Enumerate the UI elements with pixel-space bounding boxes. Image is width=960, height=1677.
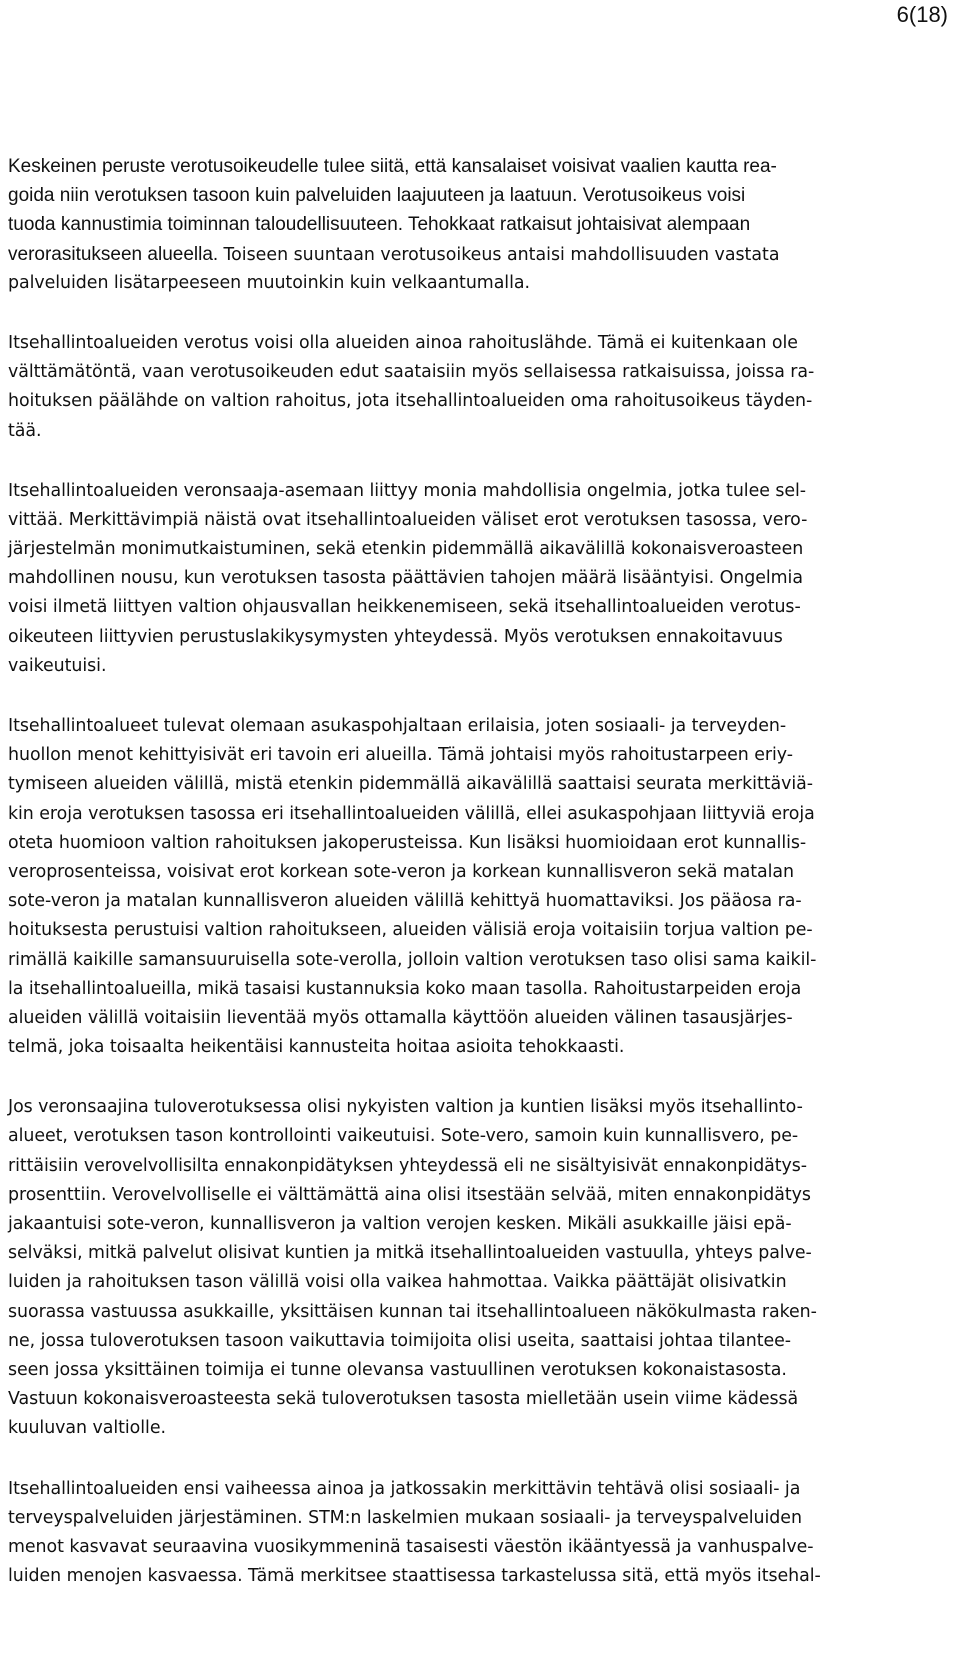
text-line: sote-veron ja matalan kunnallisveron alueiden välillä kehittyä huomattaviksi. Jos pääosa ra-: [8, 891, 802, 912]
text-line: jakaantuisi sote-veron, kunnallisveron ja valtion verojen kesken. Mikäli asukkaille jäisi epä-: [8, 1214, 792, 1234]
text-line: menot kasvavat seuraavina vuosikymmeninä tasaisesti väestön ikääntyessä ja vanhuspalve-: [8, 1536, 814, 1557]
paragraph: [8, 152, 938, 298]
text-line: huollon menot kehittyisivät eri tavoin eri alueilla. Tämä johtaisi myös rahoitustarpeen eriy-: [8, 745, 793, 766]
text-line: rittäisiin verovelvollisilta ennakonpidätyksen yhteydessä eli ne sisältyisivät ennakonpidätys-: [8, 1155, 808, 1176]
text-line: palveluiden lisätarpeeseen muutoinkin kuin velkaantumalla.: [8, 272, 530, 293]
text-line: veroprosenteissa, voisivat erot korkean sote-veron ja korkean kunnallisveron sekä matalan: [8, 861, 795, 882]
text-line: kuuluvan valtiolle.: [8, 1418, 166, 1439]
text-line: Itsehallintoalueet tulevat olemaan asukaspohjaltaan erilaisia, joten sosiaali- ja terveyden-: [8, 716, 787, 736]
paragraph: [8, 477, 938, 681]
text-line: hoituksesta perustuisi valtion rahoitukseen, alueiden välisiä eroja voitaisiin torjua valtion pe-: [8, 920, 813, 941]
text-line: seen jossa yksittäinen toimija ei tunne olevansa vastuullinen verotuksen kokonaistasosta.: [8, 1359, 787, 1380]
page-number: 6(18): [896, 2, 948, 27]
text-line: oteta huomioon valtion rahoituksen jakoperusteissa. Kun lisäksi huomioidaan erot kunnallis-: [8, 832, 807, 853]
paragraph: [8, 1093, 938, 1443]
text-line: välttämätöntä, vaan verotusoikeuden edut saataisiin myös sellaisessa ratkaisuissa, joissa ra-: [8, 362, 815, 383]
text-line: järjestelmän monimutkaistuminen, sekä etenkin pidemmällä aikavälillä kokonaisveroasteen: [8, 539, 804, 560]
text-line: goida niin verotuksen tasoon kuin palveluiden laajuuteen ja laatuun. Verotusoikeus voisi: [8, 185, 746, 207]
text-line: Keskeinen peruste verotusoikeudelle tulee siitä, että kansalaiset voisivat vaalien kautta rea-: [8, 156, 777, 177]
document-body: [8, 152, 938, 1622]
text-line: alueiden välillä voitaisiin lieventää myös ottamalla käyttöön alueiden välinen tasausjärjes-: [8, 1007, 793, 1028]
text-line: Vastuun kokonaisveroasteesta sekä tuloverotuksen tasosta mielletään usein viime kädessä: [8, 1389, 799, 1410]
text-line: telmä, joka toisaalta heikentäisi kannusteita hoitaa asioita tehokkaasti.: [8, 1037, 625, 1058]
text-line-lead: verorasitukseen alueella.: [8, 243, 224, 265]
text-line: rimällä kaikille samansuuruisella sote-verolla, jolloin valtion verotuksen taso olisi sama kaikil-: [8, 949, 817, 970]
text-line: voisi ilmetä liittyen valtion ohjausvallan heikkenemiseen, sekä itsehallintoalueiden verotus-: [8, 597, 801, 618]
text-line: mahdollinen nousu, kun verotuksen tasosta päättävien tahojen määrä lisääntyisi. Ongelmia: [8, 568, 803, 589]
text-line: tää.: [8, 420, 42, 441]
text-line: ne, jossa tuloverotuksen tasoon vaikuttavia toimijoita olisi useita, saattaisi johtaa tilantee-: [8, 1330, 792, 1351]
text-line: la itsehallintoalueilla, mikä tasaisi kustannuksia koko maan tasolla. Rahoitustarpeiden eroja: [8, 978, 802, 999]
text-line: Jos veronsaajina tuloverotuksessa olisi nykyisten valtion ja kuntien lisäksi myös itsehallinto-: [8, 1097, 803, 1118]
text-line: prosenttiin. Verovelvolliselle ei välttämättä aina olisi itsestään selvää, miten ennakonpidätys: [8, 1184, 811, 1205]
text-line: suorassa vastuussa asukkaille, yksittäisen kunnan tai itsehallintoalueen näkökulmasta raken-: [8, 1301, 817, 1322]
paragraph: [8, 329, 938, 446]
text-line: Itsehallintoalueiden verotus voisi olla alueiden ainoa rahoituslähde. Tämä ei kuitenkaan ole: [8, 332, 798, 353]
paragraph: [8, 712, 938, 1062]
text-line: terveyspalveluiden järjestäminen. STM:n laskelmien mukaan sosiaali- ja terveyspalveluiden: [8, 1507, 802, 1528]
text-line: vittää. Merkittävimpiä näistä ovat itsehallintoalueiden väliset erot verotuksen tasossa, vero-: [8, 509, 808, 530]
text-line: kin eroja verotuksen tasossa eri itsehallintoalueiden välillä, ellei asukaspohjaan liittyviä eroja: [8, 803, 815, 824]
text-line: tuoda kannustimia toiminnan taloudellisuuteen. Tehokkaat ratkaisut johtaisivat alempaan: [8, 214, 751, 236]
text-line: hoituksen päälähde on valtion rahoitus, jota itsehallintoalueiden oma rahoitusoikeus täyden-: [8, 391, 813, 412]
paragraph: [8, 1475, 938, 1592]
text-line: [8, 240, 938, 269]
text-line: tymiseen alueiden välillä, mistä etenkin pidemmällä aikavälillä saattaisi seurata merkittäviä-: [8, 774, 813, 795]
text-line: Itsehallintoalueiden ensi vaiheessa ainoa ja jatkossakin merkittävin tehtävä olisi sosiaali- ja: [8, 1478, 801, 1499]
text-line: selväksi, mitkä palvelut olisivat kuntien ja mitkä itsehallintoalueiden vastuulla, yhteys palve-: [8, 1243, 812, 1264]
text-line: oikeuteen liittyvien perustuslakikysymysten yhteydessä. Myös verotuksen ennakoitavuus: [8, 626, 783, 647]
text-line: Itsehallintoalueiden veronsaaja-asemaan liittyy monia mahdollisia ongelmia, jotka tulee sel-: [8, 480, 807, 501]
text-line: alueet, verotuksen tason kontrollointi vaikeutuisi. Sote-vero, samoin kuin kunnallisvero, pe-: [8, 1126, 799, 1147]
text-line: luiden ja rahoituksen tason välillä voisi olla vaikea hahmottaa. Vaikka päättäjät olisivatkin: [8, 1272, 787, 1293]
text-line: luiden menojen kasvaessa. Tämä merkitsee staattisessa tarkastelussa sitä, että myös itsehal-: [8, 1566, 821, 1587]
text-line: vaikeutuisi.: [8, 655, 107, 676]
text-line-rest: Toiseen suuntaan verotusoikeus antaisi mahdollisuuden vastata: [223, 244, 780, 265]
